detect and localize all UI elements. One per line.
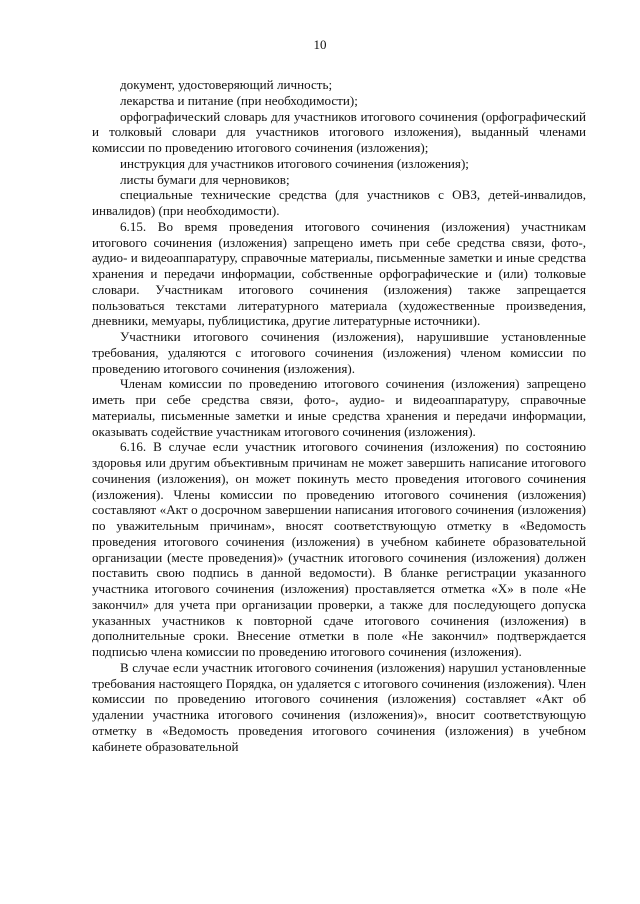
paragraph-participants-removal: Участники итогового сочинения (изложения), нарушившие установленные требования, удаляются с итогового сочинения (изложения) членом комиссии по проведению итогового сочинения (изложения).	[92, 329, 586, 376]
list-item-medicine-food: лекарства и питание (при необходимости);	[120, 92, 358, 108]
list-item-dictionary: орфографический словарь для участников итогового сочинения (орфографический и толковый словари для участников итогового изложения), выданный членами комиссии по проведению итогового сочинения (изложения);	[92, 108, 586, 155]
paragraph-6-16: 6.16. В случае если участник итогового сочинения (изложения) по состоянию здоровья или другим объективным причинам не может завершить написание итогового сочинения (изложения), он может покинуть место проведения итогового сочинения (изложения). Члены комиссии по проведению итогового сочинения (изложения) составляют «Акт о досрочном завершении написания итогового сочинения (изложения) по уважительным причинам», вносят соответствующую отметку в «Ведомость проведения итогового сочинения (изложения) в учебном кабинете образовательной организации (месте проведения)» (участник итогового сочинения (изложения) должен поставить свою подпись в данной ведомости). В бланке регистрации указанного участника итогового сочинения (изложения) проставляется отметка «Х» в поле «Не закончил» для учета при организации проверки, а также для последующего допуска указанных участников к повторной сдаче итогового сочинения (изложения) в дополнительные сроки. Внесение отметки в поле «Не закончил» подтверждается подписью члена комиссии по проведению итогового сочинения (изложения).	[92, 439, 586, 659]
document-body	[92, 77, 586, 754]
list-item-identity-document: документ, удостоверяющий личность;	[120, 77, 333, 92]
paragraph-commission-members: Членам комиссии по проведению итогового сочинения (изложения) запрещено иметь при себе средства связи, фото-, аудио- и видеоаппаратуру, справочные материалы, письменные заметки и иные средства хранения и передачи информации, оказывать содействие участникам итогового сочинения (изложения).	[92, 376, 586, 439]
list-item-special-equipment: специальные технические средства (для участников с ОВЗ, детей-инвалидов, инвалидов) (при необходимости).	[92, 187, 586, 218]
page-number: 10	[313, 37, 327, 52]
paragraph-6-15: 6.15. Во время проведения итогового сочинения (изложения) участникам итогового сочинения (изложения) запрещено иметь при себе средства связи, фото-, аудио- и видеоаппаратуру, справочные материалы, письменные заметки и иные средства хранения и передачи информации, собственные орфографические и (или) толковые словари. Участникам итогового сочинения (изложения) также запрещается пользоваться текстами литературного материала (художественные произведения, дневники, мемуары, публицистика, другие литературные источники).	[92, 218, 586, 329]
paragraph-violation-case: В случае если участник итогового сочинения (изложения) нарушил установленные требования настоящего Порядка, он удаляется с итогового сочинения (изложения). Член комиссии по проведению итогового сочинения (изложения) составляет «Акт об удалении участника итогового сочинения (изложения)», вносит соответствующую отметку в «Ведомость проведения итогового сочинения (изложения) в учебном кабинете образовательной	[92, 659, 586, 754]
list-item-instructions: инструкция для участников итогового сочинения (изложения);	[120, 155, 469, 171]
list-item-draft-sheets: листы бумаги для черновиков;	[120, 171, 290, 187]
